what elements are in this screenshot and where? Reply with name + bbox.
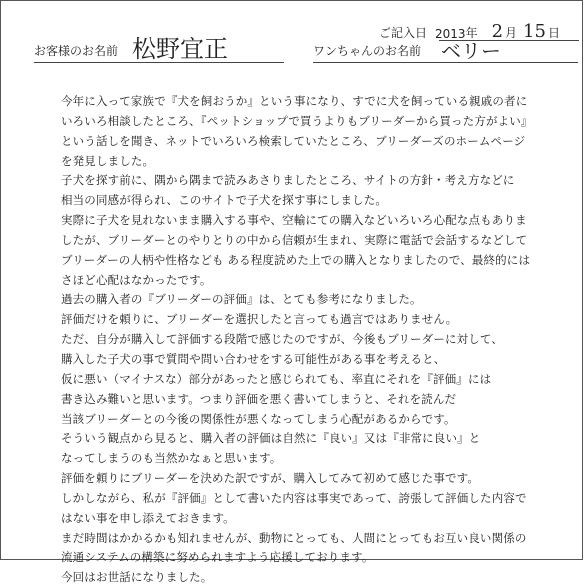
- body-line: そういう観点から見ると、購入者の評価は自然に『良い』又は『非常に良い』と: [61, 431, 481, 446]
- body-line: はない事を申し添えておきます。: [61, 510, 235, 525]
- body-line: 過去の購入者の『ブリーダーの評価』は、とても参考になりました。: [61, 292, 422, 307]
- body-line: 今年に入って家族で『犬を飼おうか』という事になり、すでに犬を飼っている親戚の者に: [61, 94, 528, 108]
- entry-month-unit: 月: [505, 26, 518, 40]
- body-line: 当該ブリーダーとの今後の関係性が悪くなってしまう心配があるからです。: [61, 411, 456, 426]
- body-line: 今回はお世話になりました。: [61, 570, 213, 585]
- body-line: を発見しました。: [61, 153, 155, 168]
- dog-name-label: ワンちゃんのお名前: [313, 44, 422, 58]
- entry-year-unit: 年: [465, 26, 478, 40]
- customer-name-label: お客様のお名前: [34, 44, 119, 58]
- body-line: 実際に子犬を見れないまま購入する事や、空輸にての購入などいろいろ心配な点もありま: [61, 213, 527, 228]
- body-line: 子犬を探す前に、隅から隅まで読みあさりましたところ、サイトの方針・考え方などに: [61, 173, 515, 188]
- body-line: 評価だけを頼りに、ブリーダーを選択したと言っても過言ではありません。: [61, 312, 458, 327]
- body-line: まだ時間はかかるかも知れませんが、動物にとっても、人間にとってもお互い良い関係の: [61, 530, 527, 545]
- body-line: なってしまうのも当然かなぁと思います。: [61, 451, 282, 466]
- body-line: 相当の同感が得られ、このサイトで子犬を探す事にしました。: [61, 193, 388, 208]
- body-line: 仮に悪い（マイナスな）部分があったと感じられても、率直にそれを『評価』には: [61, 371, 492, 386]
- dog-name-underline: [313, 62, 578, 63]
- body-line: さほど心配はなかったです。: [61, 272, 212, 287]
- body-line: 書き込み難いと思います。つまり評価を悪く書いてしまうと、それを読んだ: [61, 391, 457, 406]
- body-line: いろいろ相談したところ、『ペットショップで買うよりもブリーダーから買った方がよい』: [61, 113, 533, 128]
- entry-month: 2: [491, 21, 504, 42]
- customer-name-underline: [34, 62, 284, 63]
- body-line: 流通システムの構築に努められますよう応援しております。: [61, 550, 374, 565]
- body-line: ブリーダーの人柄や性格なども ある程度読めた上での購入となりましたので、最終的には: [61, 252, 531, 267]
- entry-day: 15: [523, 21, 546, 42]
- entry-day-unit: 日: [547, 26, 560, 40]
- body-line: しかしながら、私が『評価』として書いた内容は事実であって、誇張して評価した内容で: [61, 490, 527, 505]
- customer-name-value: 松野宜正: [132, 35, 229, 63]
- entry-date-label: ご記入日: [379, 26, 428, 40]
- body-line: ただ、自分が購入して評価する段階で感じたのですが、今後もブリーダーに対して、: [61, 332, 504, 347]
- dog-name-value: ベリー: [441, 39, 502, 63]
- body-line: という話しを聞き、ネットでいろいろ検索していたところ、ブリーダーズのホームページ: [61, 133, 526, 148]
- entry-year: 2013: [435, 27, 466, 41]
- body-line: 購入した子犬の事で質問や問い合わせをする可能性がある事を考えると、: [61, 351, 446, 366]
- testimonial-body: [61, 92, 566, 588]
- dog-name-field: [313, 29, 578, 63]
- body-line: したが、ブリーダーとのやりとりの中から信頼が生まれ、実際に電話で会話するなどして: [61, 232, 528, 247]
- body-line: 評価を頼りにブリーダーを決めた訳ですが、購入してみて初めて感じた事です。: [61, 471, 480, 486]
- customer-name-field: [34, 29, 284, 63]
